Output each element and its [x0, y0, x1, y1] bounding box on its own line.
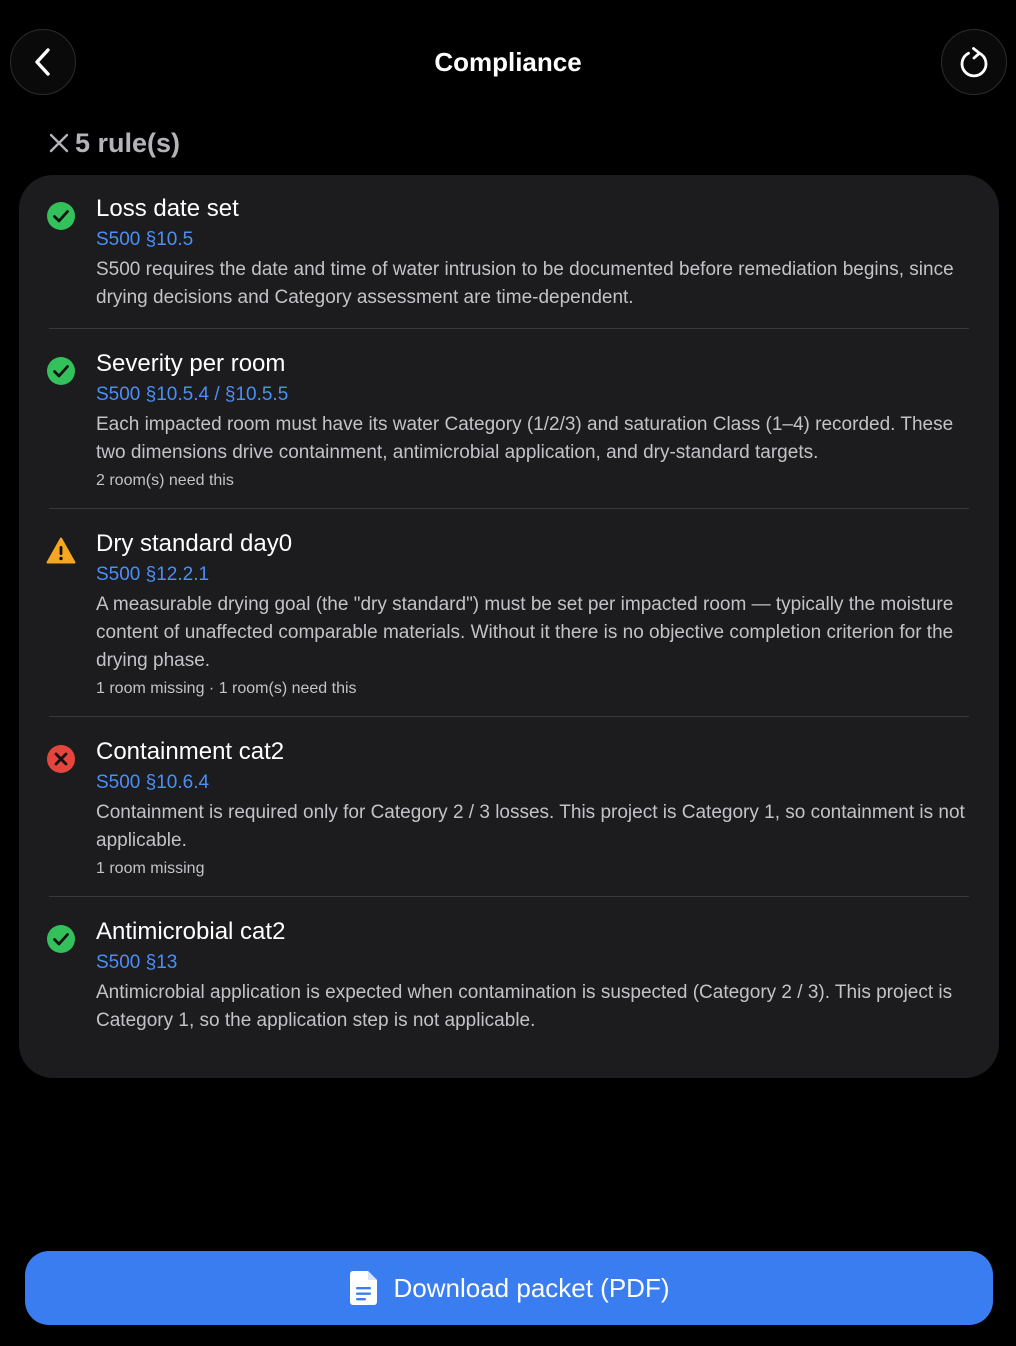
refresh-button[interactable]: [941, 29, 1007, 95]
rule-title: Severity per room: [96, 350, 286, 377]
divider: [49, 328, 969, 329]
rule-title: Dry standard day0: [96, 530, 293, 557]
rule-note: 2 room(s) need this: [96, 472, 234, 489]
page-title: Compliance: [434, 47, 582, 77]
rule-reference-link[interactable]: S500 §13: [96, 952, 178, 973]
rule-description: A measurable drying goal (the "dry standard") must be set per impacted room — typically the moisture content of unaffected comparable materials. Without it there is no objective completion criterion for the drying phase.: [96, 594, 954, 671]
warning-triangle-icon: [46, 536, 76, 566]
rule-title: Containment cat2: [96, 738, 285, 765]
check-circle-icon: [46, 924, 76, 954]
rule-item: [19, 916, 999, 1035]
rule-description: S500 requires the date and time of water intrusion to be documented before remediation begins, since drying decisions and Category assessment are time-dependent.: [96, 259, 954, 308]
download-button-label: Download packet (PDF): [393, 1273, 670, 1303]
rule-note: 1 room missing: [96, 860, 205, 877]
rules-card: [19, 175, 999, 1078]
rule-description: Each impacted room must have its water Category (1/2/3) and saturation Class (1–4) recorded. These two dimensions drive containment, antimicrobial application, and dry-standard targets.: [96, 414, 954, 463]
check-circle-icon: [46, 201, 76, 231]
check-circle-icon: [46, 356, 76, 386]
x-circle-icon: [46, 744, 76, 774]
download-packet-button[interactable]: [25, 1251, 993, 1325]
rule-reference-link[interactable]: S500 §10.6.4: [96, 772, 210, 793]
rule-title: Antimicrobial cat2: [96, 918, 286, 945]
rule-count-label: 5 rule(s): [75, 128, 181, 158]
rule-reference-link[interactable]: S500 §10.5: [96, 229, 194, 250]
close-icon[interactable]: [48, 132, 70, 154]
rule-item: [19, 193, 999, 312]
rule-item: [19, 736, 999, 880]
rule-note: 1 room missing · 1 room(s) need this: [96, 680, 357, 697]
rule-filter-chip[interactable]: [48, 126, 180, 160]
document-icon: [349, 1270, 379, 1306]
refresh-icon: [957, 45, 991, 79]
rule-description: Containment is required only for Category 2 / 3 losses. This project is Category 1, so containment is not applicable.: [96, 802, 965, 851]
divider: [49, 896, 969, 897]
rule-description: Antimicrobial application is expected when contamination is suspected (Category 2 / 3). This project is Category 1, so the application step is not applicable.: [96, 982, 953, 1031]
divider: [49, 508, 969, 509]
rule-title: Loss date set: [96, 195, 239, 222]
rule-item: [19, 348, 999, 492]
rule-reference-link[interactable]: S500 §12.2.1: [96, 564, 210, 585]
rule-item: [19, 528, 999, 700]
rule-reference-link[interactable]: S500 §10.5.4 / §10.5.5: [96, 384, 289, 405]
divider: [49, 716, 969, 717]
